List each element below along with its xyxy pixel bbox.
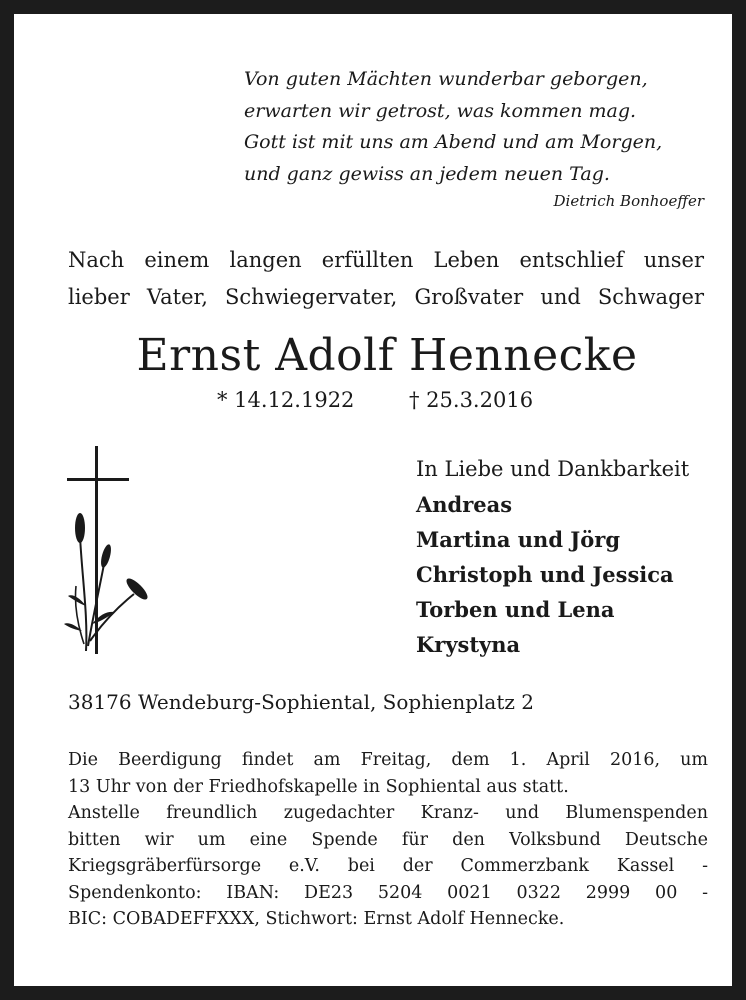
poem-quote [244,64,714,190]
funeral-line: Spendenkonto: IBAN: DE23 5204 0021 0322 2999 00 - [68,882,708,903]
mourner-name: Torben und Lena [416,597,615,622]
mourners-list [416,452,689,662]
mourner-name: Andreas [416,492,513,517]
mourner-name: Krystyna [416,632,521,657]
mourner-address: 38176 Wendeburg-Sophiental, Sophienplatz 2 [68,690,534,714]
poem-line: erwarten wir getrost, was kommen mag. [244,99,637,122]
death-date: † 25.3.2016 [409,388,534,412]
funeral-line: Kriegsgräberfürsorge e.V. bei der Commerzbank Kassel - [68,856,708,876]
funeral-line: 13 Uhr von der Friedhofskapelle in Sophiental aus statt. [68,776,569,797]
intro-text [68,242,704,316]
intro-line: lieber Vater, Schwiegervater, Großvater und Schwager [68,285,704,309]
mourner-name: Christoph und Jessica [416,562,674,587]
funeral-line: Anstelle freundlich zugedachter Kranz- und Blumenspenden [68,803,708,823]
mourners-heading: In Liebe und Dankbarkeit [416,457,690,481]
cross-with-wheat-icon [64,446,154,656]
poem-line: Gott ist mit uns am Abend und am Morgen, [244,131,663,153]
intro-line: Nach einem langen erfüllten Leben entschlief unser [68,248,704,272]
deceased-name: Ernst Adolf Hennecke [136,330,638,381]
funeral-line: BIC: COBADEFFXXX, Stichwort: Ernst Adolf Hennecke. [68,909,565,929]
poem-line: und ganz gewiss an jedem neuen Tag. [244,162,610,185]
funeral-line: Die Beerdigung findet am Freitag, dem 1. April 2016, um [68,750,708,770]
mourner-name: Martina und Jörg [416,527,621,552]
birth-date: * 14.12.1922 [217,388,355,412]
funeral-notice [68,747,708,933]
poem-line: Von guten Mächten wunderbar geborgen, [244,68,648,90]
funeral-line: bitten wir um eine Spende für den Volksbund Deutsche [68,829,708,850]
poem-author: Dietrich Bonhoeffer [553,192,704,210]
